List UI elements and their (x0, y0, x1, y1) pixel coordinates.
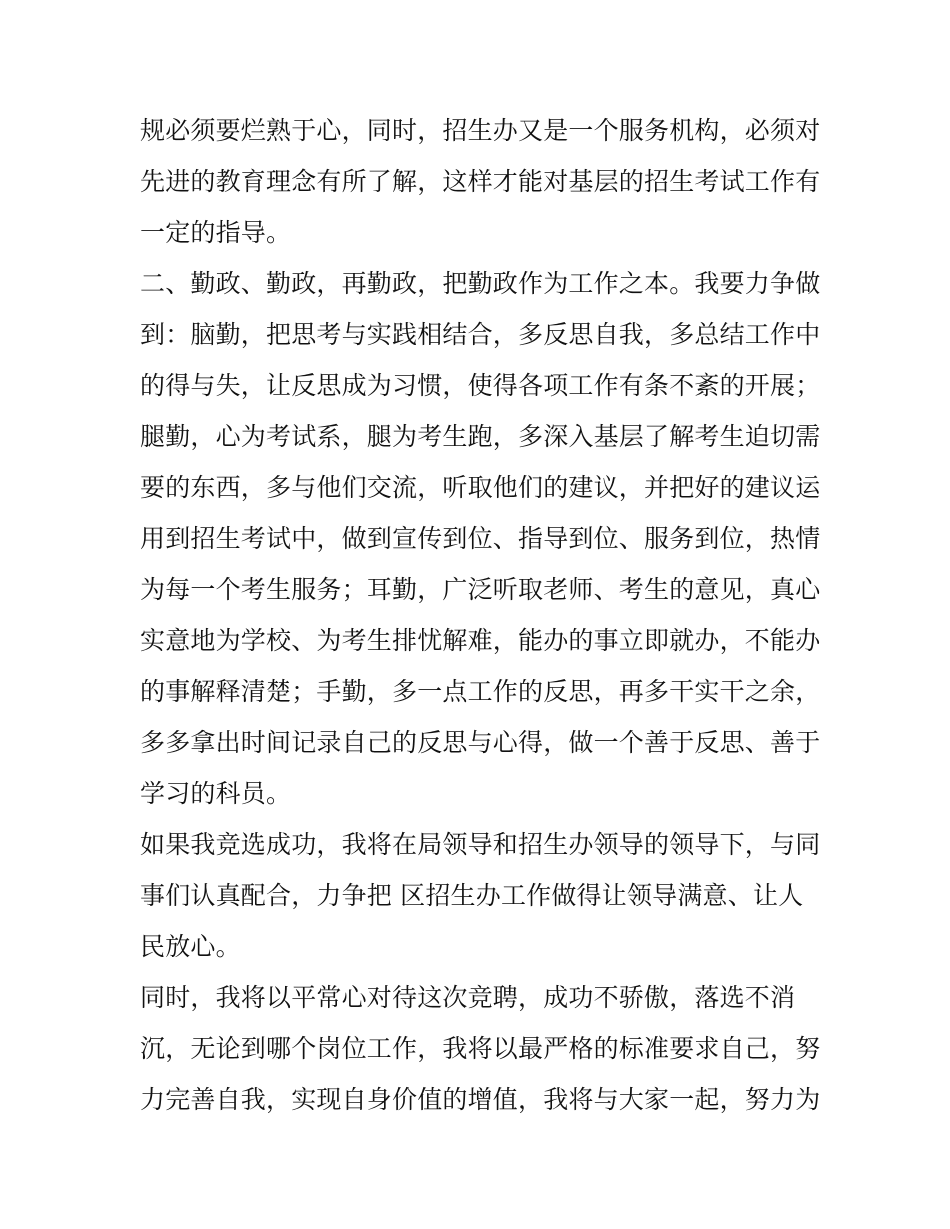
text-line: 沉，无论到哪个岗位工作，我将以最严格的标准要求自己，努 (140, 1034, 821, 1063)
text-line: 的事解释清楚；手勤，多一点工作的反思，再多干实干之余， (140, 677, 821, 706)
text-line: 到：脑勤，把思考与实践相结合，多反思自我，多总结工作中 (140, 320, 821, 349)
text-line: 规必须要烂熟于心，同时，招生办又是一个服务机构，必须对 (140, 116, 821, 145)
text-line: 学习的科员。 (140, 779, 292, 808)
text-line: 为每一个考生服务；耳勤，广泛听取老师、考生的意见，真心 (140, 575, 821, 604)
text-line: 一定的指导。 (140, 218, 292, 247)
text-line: 实意地为学校、为考生排忧解难，能办的事立即就办，不能办 (140, 626, 821, 655)
text-line: 要的东西，多与他们交流，听取他们的建议，并把好的建议运 (140, 473, 821, 502)
text-line: 腿勤，心为考试系，腿为考生跑，多深入基层了解考生迫切需 (140, 422, 821, 451)
text-line: 用到招生考试中，做到宣传到位、指导到位、服务到位，热情 (140, 524, 821, 553)
text-line: 同时，我将以平常心对待这次竞聘，成功不骄傲，落选不消 (140, 983, 796, 1012)
text-line: 事们认真配合，力争把 区招生办工作做得让领导满意、让人 (140, 881, 804, 910)
document-body (140, 105, 820, 1125)
text-line: 多多拿出时间记录自己的反思与心得，做一个善于反思、善于 (140, 728, 821, 757)
text-line: 的得与失，让反思成为习惯，使得各项工作有条不紊的开展； (140, 371, 821, 400)
text-line: 先进的教育理念有所了解，这样才能对基层的招生考试工作有 (140, 167, 821, 196)
text-line: 民放心。 (140, 932, 241, 961)
text-line: 二、勤政、勤政，再勤政，把勤政作为工作之本。我要力争做 (140, 269, 821, 298)
text-line: 力完善自我，实现自身价值的增值，我将与大家一起，努力为 (140, 1085, 821, 1114)
text-line: 如果我竞选成功，我将在局领导和招生办领导的领导下，与同 (140, 830, 821, 859)
